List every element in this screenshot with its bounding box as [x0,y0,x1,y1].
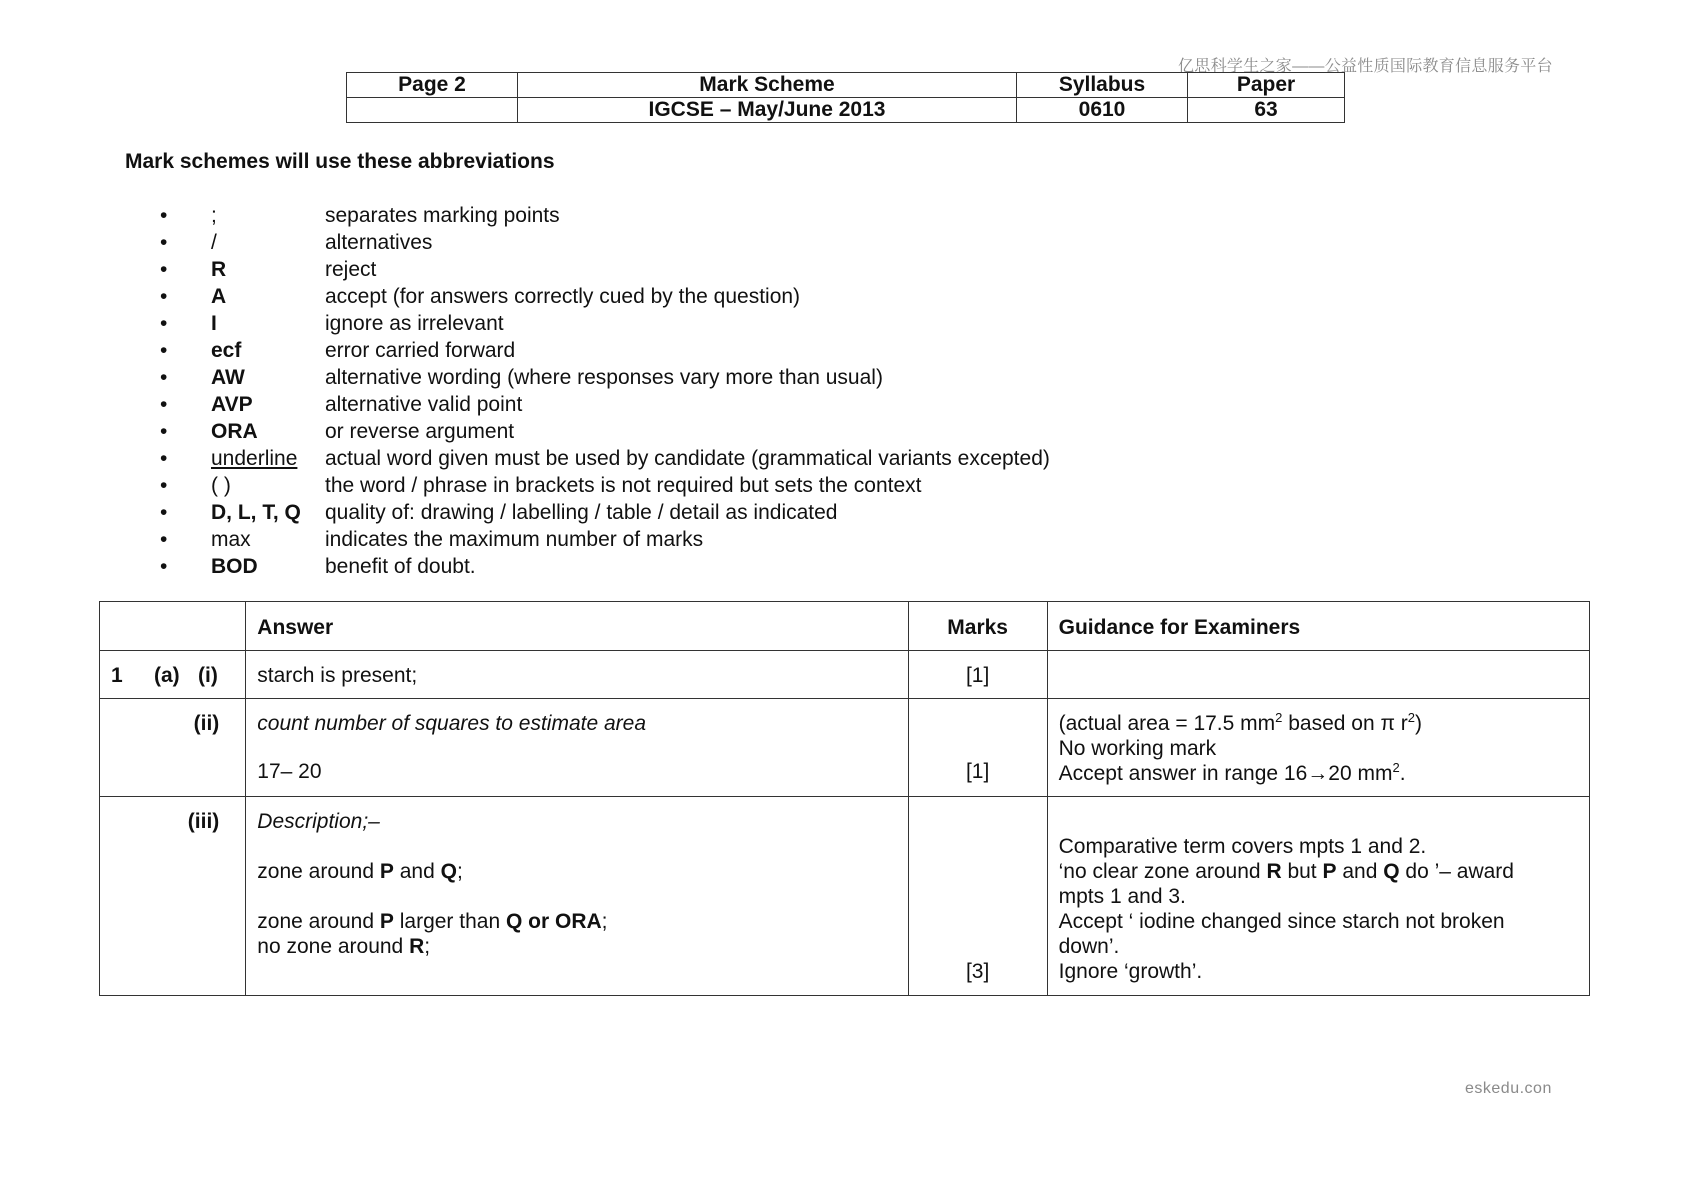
abbr-item: • AW alternative wording (where responses vary more than usual) [160,366,883,389]
answer-text: 17– 20 [257,760,322,783]
abbr-item: • underline actual word given must be used by candidate (grammatical variants excepted) [160,447,1050,470]
abbr-item: • max indicates the maximum number of marks [160,528,704,551]
abbr-item: • ( ) the word / phrase in brackets is not required but sets the context [160,474,922,497]
abbr-item: • BOD benefit of doubt. [160,555,476,578]
header-question-cell [100,602,246,651]
guidance-line: Comparative term covers mpts 1 and 2. [1058,835,1427,858]
guidance-line: Ignore ‘growth’. [1058,960,1203,983]
abbr-item: • AVP alternative valid point [160,393,523,416]
header-syllabus-label: Syllabus [1017,73,1188,98]
guidance-line: down’. [1058,935,1120,958]
table-row [100,651,1590,699]
abbr-item: • ORA or reverse argument [160,420,515,443]
abbreviations-title: Mark schemes will use these abbreviations [125,150,555,173]
guidance-cell [1047,651,1589,699]
abbreviations-list [160,202,1050,580]
header-paper: 63 [1188,98,1345,123]
question-subpart: (ii) [193,712,220,735]
abbr-item: • R reject [160,258,377,281]
question-subpart: (i) [198,664,218,687]
watermark-bottom: eskedu.con [1465,1080,1552,1097]
guidance-line: No working mark [1058,737,1217,760]
marks-value: [1] [965,664,990,687]
marks-value: [1] [965,760,990,783]
guidance-line: Accept answer in range 16→20 $mm^2$. [1058,760,1406,785]
marks-value: [3] [965,960,990,983]
answer-text: starch is present; [257,664,418,687]
header-guidance: Guidance for Examiners [1058,616,1301,639]
answer-point: zone around P larger than Q or ORA; [257,910,608,933]
abbr-item: • D, L, T, Q quality of: drawing / labelling / table / detail as indicated [160,501,838,524]
question-subpart: (iii) [187,810,220,833]
guidance-line: mpts 1 and 3. [1058,885,1186,908]
answer-point: zone around P and Q; [257,860,463,883]
abbr-item: • / alternatives [160,231,433,254]
guidance-line: ‘no clear zone around R but P and Q do ’– award [1058,860,1514,883]
question-number: 1 [111,664,123,687]
question-part: (a) [154,664,180,687]
table-header-row [100,602,1590,651]
abbr-item: • ecf error carried forward [160,339,516,362]
abbr-item: • A accept (for answers correctly cued by the question) [160,285,801,308]
mark-scheme-table [99,601,1590,996]
header-syllabus: 0610 [1017,98,1188,123]
abbr-item: • ; separates marking points [160,204,560,227]
header-paper-label: Paper [1188,73,1345,98]
guidance-line: Accept ‘ iodine changed since starch not broken [1058,910,1505,933]
watermark-top: 亿思科学生之家——公益性质国际教育信息服务平台 [1178,58,1553,75]
header-mark-scheme: Mark Scheme [518,73,1017,98]
guidance-line: (actual area = 17.5 $mm^2$ based on π $r^2$) [1058,710,1423,735]
table-row [100,699,1590,797]
header-page: Page 2 [347,73,518,98]
answer-point: no zone around R; [257,935,431,958]
header-blank [347,98,518,123]
header-table [346,72,1345,123]
header-answer: Answer [257,616,334,639]
answer-heading: Description;– [257,810,380,833]
header-exam: IGCSE – May/June 2013 [518,98,1017,123]
answer-method: count number of squares to estimate area [257,712,646,735]
abbr-item: • I ignore as irrelevant [160,312,504,335]
table-row [100,797,1590,996]
header-marks: Marks [947,616,1008,639]
